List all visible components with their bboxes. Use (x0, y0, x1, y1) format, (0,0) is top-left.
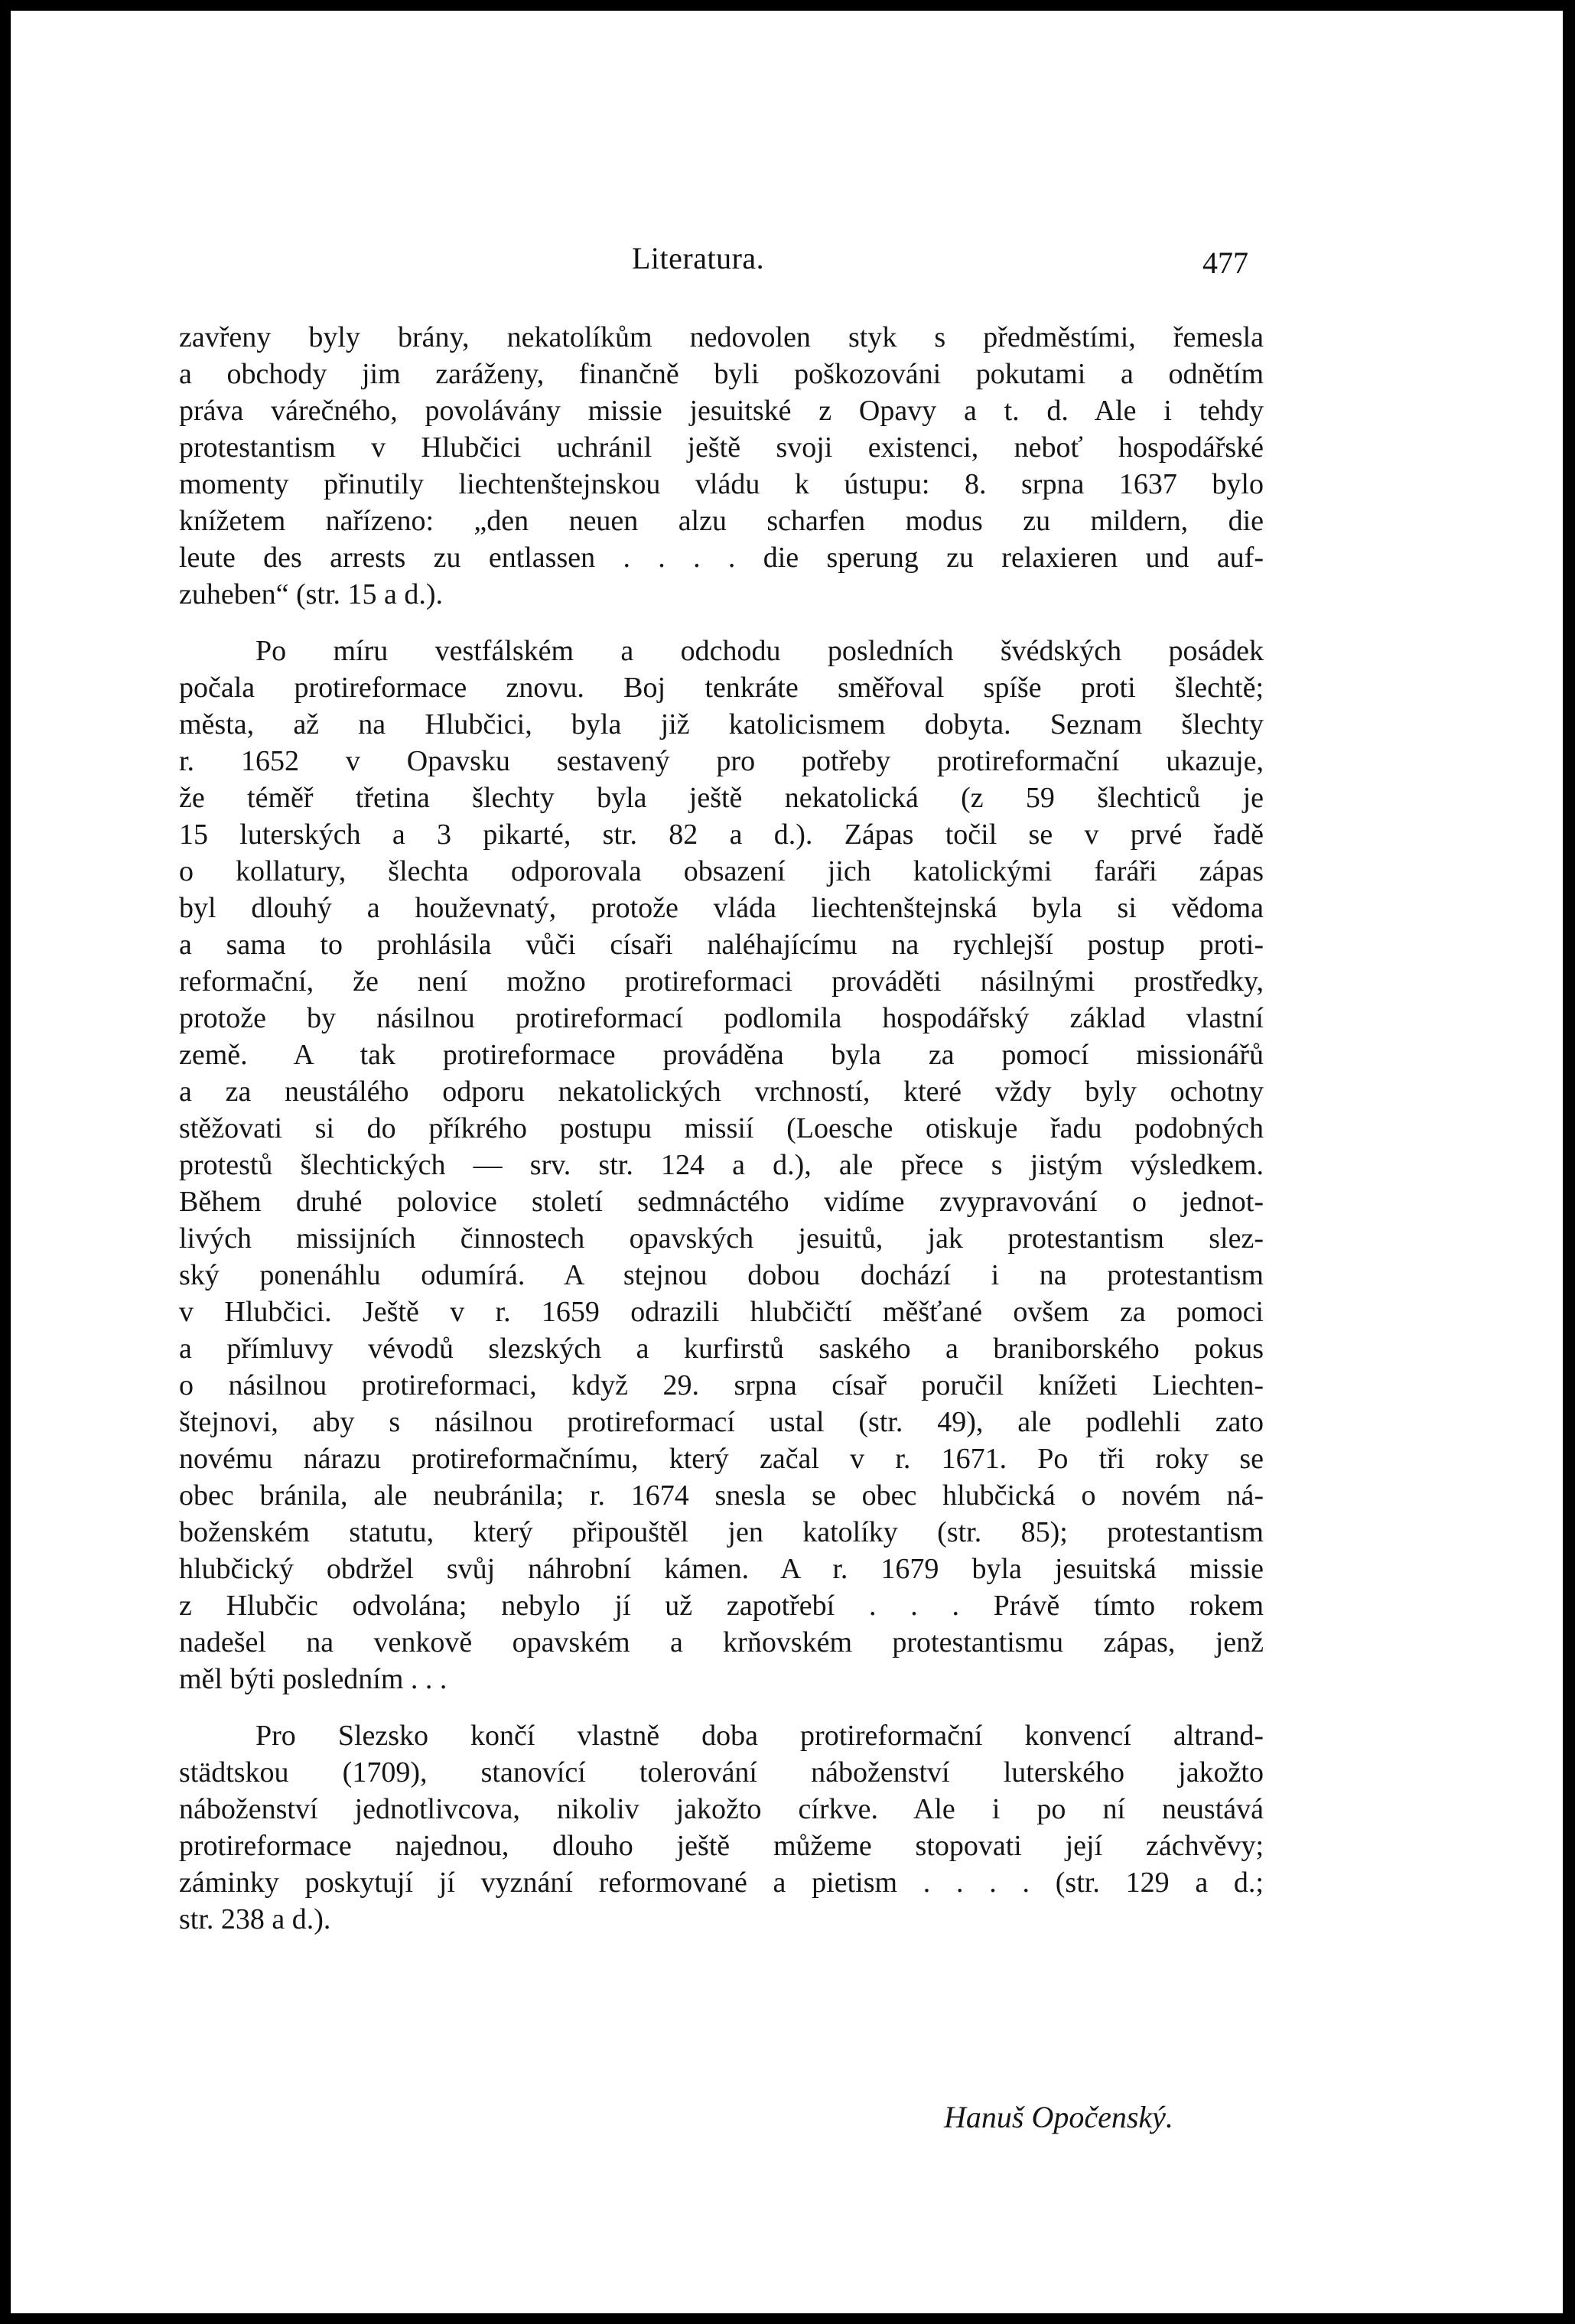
text-line: a obchody jim zaráženy, finančně byli poškozováni pokutami a odnětím (179, 358, 1264, 390)
book-page (11, 11, 1563, 2313)
text-line: str. 238 a d.). (179, 1903, 331, 1935)
text-line: záminky poskytují jí vyznání reformované a pietism . . . . (str. 129 a d.; (179, 1867, 1264, 1899)
page-number: 477 (1202, 246, 1248, 280)
text-line: o kollatury, šlechta odporovala obsazení jich katolickými faráři zápas (179, 855, 1264, 887)
text-line: a za neustálého odporu nekatolických vrchností, které vždy byly ochotny (179, 1076, 1264, 1108)
text-line: Během druhé polovice století sedmnáctého vidíme zvypravování o jednot- (179, 1186, 1264, 1218)
text-line: Pro Slezsko končí vlastně doba protireformační konvencí altrand- (255, 1720, 1264, 1752)
text-line: země. A tak protireformace prováděna byla za pomocí missionářů (179, 1039, 1264, 1071)
text-line: o násilnou protireformaci, když 29. srpna císař poručil knížeti Liechten- (179, 1369, 1264, 1401)
text-line: protože by násilnou protireformací podlomila hospodářský základ vlastní (179, 1002, 1264, 1034)
text-line: r. 1652 v Opavsku sestavený pro potřeby protireformační ukazuje, (179, 745, 1264, 777)
text-line: boženském statutu, který připouštěl jen katolíky (str. 85); protestantism (179, 1516, 1264, 1548)
running-head: Literatura. (632, 241, 765, 275)
text-line: momenty přinutily liechtenštejnskou vládu k ústupu: 8. srpna 1637 bylo (179, 468, 1264, 500)
text-line: z Hlubčic odvolána; nebylo jí už zapotřebí . . . Právě tímto rokem (179, 1590, 1264, 1622)
text-line: práva várečného, povolávány missie jesuitské z Opavy a t. d. Ale i tehdy (179, 395, 1264, 427)
text-line: že téměř třetina šlechty byla ještě nekatolická (z 59 šlechticů je (179, 782, 1264, 814)
text-line: počala protireformace znovu. Boj tenkráte směřoval spíše proti šlechtě; (179, 672, 1264, 704)
text-line: štejnovi, aby s násilnou protireformací ustal (str. 49), ale podlehli zato (179, 1406, 1264, 1438)
text-line: stěžovati si do příkrého postupu missií (Loesche otiskuje řadu podobných (179, 1112, 1264, 1144)
text-line: städtskou (1709), stanovící tolerování náboženství luterského jakožto (179, 1756, 1264, 1789)
text-line: knížetem nařízeno: „den neuen alzu scharfen modus zu mildern, die (179, 505, 1264, 537)
text-line: náboženství jednotlivcova, nikoliv jakožto církve. Ale i po ní neustává (179, 1793, 1264, 1825)
text-line: a přímluvy vévodů slezských a kurfirstů saského a braniborského pokus (179, 1333, 1264, 1365)
text-line: protestů šlechtických — srv. str. 124 a d.), ale přece s jistým výsledkem. (179, 1149, 1264, 1181)
text-line: protireformace najednou, dlouho ještě můžeme stopovati její záchvěvy; (179, 1830, 1264, 1862)
text-line: hlubčický obdržel svůj náhrobní kámen. A r. 1679 byla jesuitská missie (179, 1553, 1264, 1585)
text-line: zavřeny byly brány, nekatolíkům nedovolen styk s předměstími, řemesla (179, 321, 1264, 353)
text-line: měl býti posledním . . . (179, 1663, 447, 1695)
text-line: 15 luterských a 3 pikarté, str. 82 a d.). Zápas točil se v prvé řadě (179, 819, 1264, 851)
text-line: Po míru vestfálském a odchodu posledních švédských posádek (255, 635, 1264, 667)
text-line: v Hlubčici. Ještě v r. 1659 odrazili hlubčičtí měšťané ovšem za pomoci (179, 1296, 1264, 1328)
text-line: leute des arrests zu entlassen . . . . die sperung zu relaxieren und auf- (179, 542, 1264, 574)
text-line: nadešel na venkově opavském a krňovském protestantismu zápas, jenž (179, 1626, 1264, 1658)
text-line: ský ponenáhlu odumírá. A stejnou dobou dochází i na protestantism (179, 1259, 1264, 1291)
text-line: protestantism v Hlubčici uchránil ještě svoji existenci, neboť hospodářské (179, 431, 1264, 464)
text-line: livých missijních činnostech opavských jesuitů, jak protestantism slez- (179, 1222, 1264, 1255)
text-line: byl dlouhý a houževnatý, protože vláda liechtenštejnská byla si vědoma (179, 892, 1264, 924)
author-signature: Hanuš Opočenský. (944, 2100, 1173, 2134)
text-line: města, až na Hlubčici, byla již katolicismem dobyta. Seznam šlechty (179, 708, 1264, 740)
text-line: zuheben“ (str. 15 a d.). (179, 578, 444, 610)
text-line: reformační, že není možno protireformaci prováděti násilnými prostředky, (179, 965, 1264, 998)
text-line: obec bránila, ale neubránila; r. 1674 snesla se obec hlubčická o novém ná- (179, 1479, 1264, 1512)
text-line: novému nárazu protireformačnímu, který začal v r. 1671. Po tři roky se (179, 1443, 1264, 1475)
text-line: a sama to prohlásila vůči císaři naléhajícímu na rychlejší postup proti- (179, 929, 1264, 961)
